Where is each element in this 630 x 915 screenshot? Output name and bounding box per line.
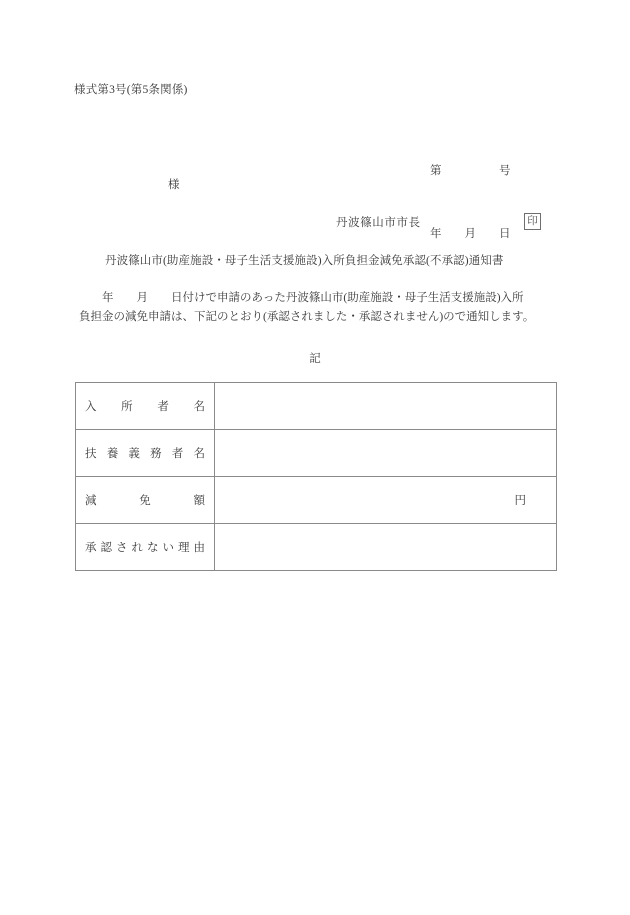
row-value-denial-reason[interactable] xyxy=(215,524,557,571)
row-label-denial-reason xyxy=(76,524,215,571)
table-row xyxy=(76,383,557,430)
body-paragraph-line-1: 年 月 日付けで申請のあった丹波篠山市(助産施設・母子生活支援施設)入所 xyxy=(79,292,524,304)
document-date-line: 年 月 日 xyxy=(430,228,511,240)
row-value-admittee-name[interactable] xyxy=(215,383,557,430)
row-label-text: 入所者名 xyxy=(85,401,205,413)
body-paragraph-line-2: 負担金の減免申請は、下記のとおり(承認されました・承認されません)ので通知します。 xyxy=(79,311,535,323)
entry-table xyxy=(75,382,557,571)
row-label-text: 扶養義務者名 xyxy=(85,448,205,460)
row-label-text: 減免額 xyxy=(85,495,205,507)
row-label-text: 承認されない理由 xyxy=(85,542,205,554)
addressee-honorific: 様 xyxy=(168,179,180,191)
form-number: 様式第3号(第5条関係) xyxy=(74,84,188,96)
table-row xyxy=(76,524,557,571)
row-label-reduction-amount xyxy=(76,477,215,524)
seal-stamp-box: 印 xyxy=(524,213,541,230)
document-title: 丹波篠山市(助産施設・母子生活支援施設)入所負担金減免承認(不承認)通知書 xyxy=(105,255,504,267)
row-value-supporter-name[interactable] xyxy=(215,430,557,477)
document-number-line: 第 号 xyxy=(430,165,511,177)
body-paragraph xyxy=(79,289,549,327)
row-value-reduction-amount[interactable]: 円 xyxy=(215,477,557,524)
table-row xyxy=(76,430,557,477)
table-row xyxy=(76,477,557,524)
row-label-supporter-name xyxy=(76,430,215,477)
ki-marker: 記 xyxy=(309,353,321,365)
row-label-admittee-name xyxy=(76,383,215,430)
issuer-name: 丹波篠山市市長 xyxy=(336,217,421,229)
